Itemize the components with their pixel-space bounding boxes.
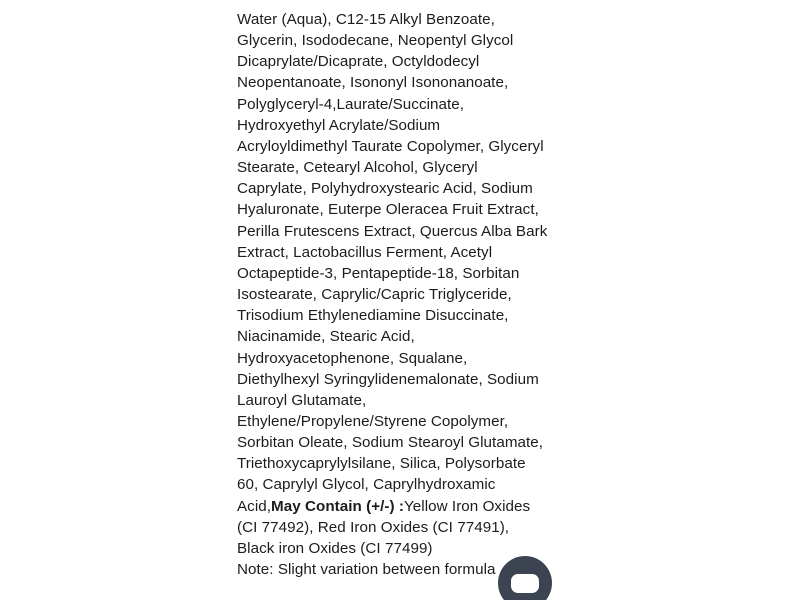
may-contain-label: May Contain (+/-) :: [271, 497, 405, 515]
ingredients-list: Water (Aqua), C12-15 Alkyl Benzoate, Glycerin, Isododecane, Neopentyl Glycol Dicaprylate/Dicaprate, Octyldodecyl Neopentanoate, Isononyl Isononanoate, Polyglyceryl-4,Laurate/Succinate, Hydroxyethyl Acrylate/Sodium Acryloyldimethyl Taurate Copolymer, Glyceryl Stearate, Cetearyl Alcohol, Glyceryl Caprylate, Polyhydroxystearic Acid, Sodium Hyaluronate, Euterpe Oleracea Fruit Extract, Perilla Frutescens Extract, Quercus Alba Bark Extract, Lactobacillus Ferment, Acetyl Octapeptide-3, Pentapeptide-18, Sorbitan Isostearate, Caprylic/Capric Triglyceride, Trisodium Ethylenediamine Disuccinate, Niacinamide, Stearic Acid, Hydroxyacetophenone, Squalane, Diethylhexyl Syringylidenemalonate, Sodium Lauroyl Glutamate, Ethylene/Propylene/Styrene Copolymer, Sorbitan Oleate, Sodium Stearoyl Glutamate, Triethoxycaprylylsilane, Silica, Polysorbate 60, Caprylyl Glycol, Caprylhydroxamic Acid,: [237, 11, 548, 515]
ingredients-paragraph: [237, 9, 549, 559]
may-contain-list: Yellow Iron Oxides (CI 77492), Red Iron Oxides (CI 77491), Black iron Oxides (CI 77499): [237, 497, 531, 557]
chat-bubble-icon: [511, 574, 539, 593]
formula-note: Note: Slight variation between formula: [237, 561, 496, 579]
ingredients-section: [237, 9, 549, 580]
